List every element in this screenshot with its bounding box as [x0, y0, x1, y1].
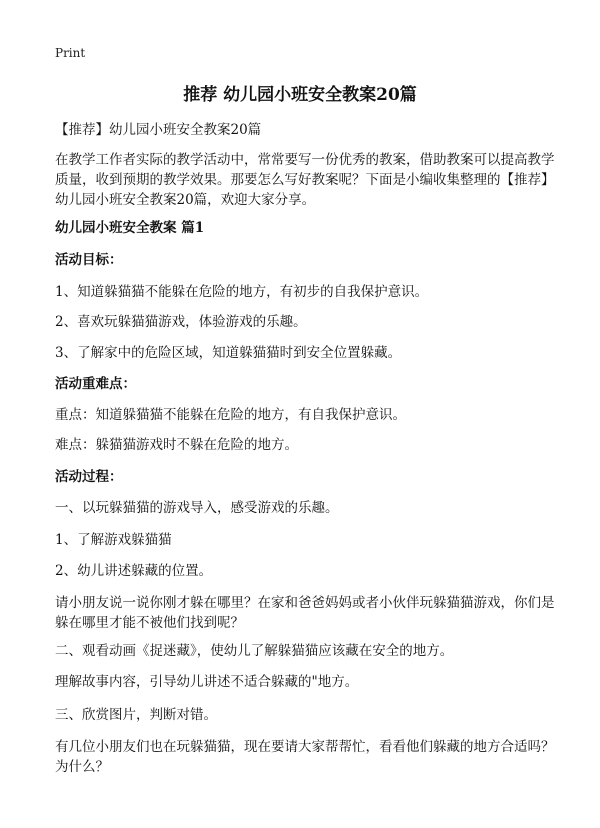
process-step-2: 二、观看动画《捉迷藏》，使幼儿了解躲猫猫应该藏在安全的地方。 — [55, 643, 454, 659]
tag-line: 【推荐】幼儿园小班安全教案20篇 — [55, 122, 262, 138]
print-label: Print — [55, 46, 86, 60]
goals-heading: 活动目标： — [55, 252, 123, 268]
goal-item-2: 2、喜欢玩躲猫猫游戏，体验游戏的乐趣。 — [55, 314, 307, 330]
process-step-1-1: 1、了解游戏躲猫猫 — [55, 532, 172, 548]
process-step-1: 一、以玩躲猫猫的游戏导入，感受游戏的乐趣。 — [55, 500, 339, 516]
page-title: 推荐 幼儿园小班安全教案20篇 — [183, 85, 417, 105]
goal-item-1: 1、知道躲猫猫不能躲在危险的地方，有初步的自我保护意识。 — [55, 284, 429, 300]
intro-paragraph: 在教学工作者实际的教学活动中，常常要写一份优秀的教案，借助教案可以提高教学质量，收到预期的教学效果。那要怎么写好教案呢？下面是小编收集整理的【推荐】幼儿园小班安全教案20篇，欢迎大家分享。 — [55, 152, 555, 208]
difficult-point: 难点：躲猫猫游戏时不躲在危险的地方。 — [55, 437, 298, 453]
process-step-1-2: 2、幼儿讲述躲藏的位置。 — [55, 563, 213, 579]
key-points-heading: 活动重难点： — [55, 376, 136, 392]
goal-item-3: 3、了解家中的危险区域，知道躲猫猫时到安全位置躲藏。 — [55, 345, 402, 361]
question-paragraph-2: 有几位小朋友们也在玩躲猫猫，现在要请大家帮帮忙，看看他们躲藏的地方合适吗？为什么？ — [55, 739, 555, 775]
section-title: 幼儿园小班安全教案 篇1 — [55, 220, 205, 236]
process-step-3: 三、欣赏图片，判断对错。 — [55, 707, 217, 723]
story-note: 理解故事内容，引导幼儿讲述不适合躲藏的"地方。 — [55, 674, 359, 690]
process-heading: 活动过程： — [55, 469, 123, 485]
question-paragraph-1: 请小朋友说一说你刚才躲在哪里？在家和爸爸妈妈或者小伙伴玩躲猫猫游戏，你们是躲在哪里才能不被他们找到呢？ — [55, 595, 555, 631]
key-point: 重点：知道躲猫猫不能躲在危险的地方，有自我保护意识。 — [55, 407, 406, 423]
